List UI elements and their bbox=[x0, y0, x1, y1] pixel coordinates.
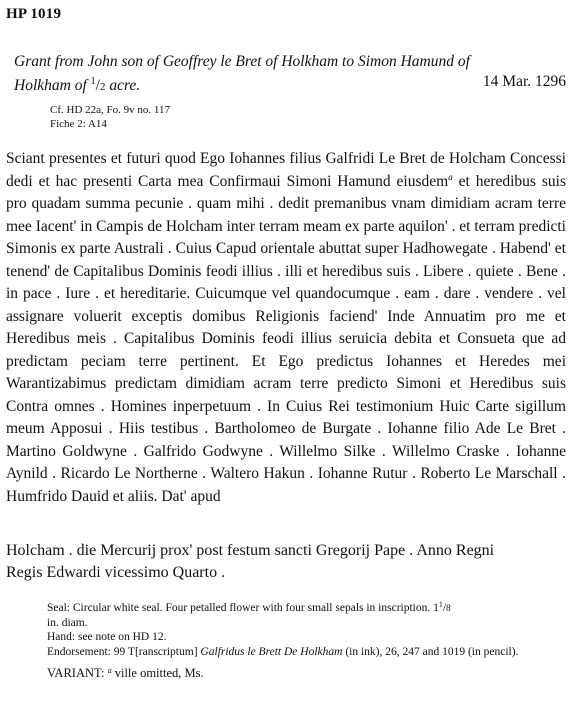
references bbox=[50, 103, 170, 131]
dating-line-2: Regis Edwardi vicessimo Quarto . bbox=[6, 564, 226, 581]
document-date: 14 Mar. 1296 bbox=[482, 73, 566, 90]
charter-text-part-2: et heredibus suis pro quadam summa pecunie . quam mihi . dedit premanibus vnam dimidiam acram terre mee Iacent' in Campis de Holcham inter terram meam ex parte aquilon' . et terram predicti Simonis ex parte Australi . Cuius Capud orientale abuttat super Hadhowegate . Habend' et tenend' de Capitalibus Dominis feodi illius . illi et heredibus suis . Libere . quiete . Bene . in pace . Iure . et hereditarie. Cuicumque vel quandocumque . eam . dare . vendere . vel assignare voluerit exceptis domibus Religionis faciend' Inde Annuatim pro me et Heredibus meis . Capitalibus Dominis feodi illius seruicia debita et Consueta que ad predictam peciam terre pertinent. Et Ego predictus Iohannes et Heredes mei Warantizabimus predictam dimidiam acram terre predicto Simoni et Heredibus suis Contra omnes . Homines inperpetuum . In Cuius Rei testimonium Huic Carte sigillum meum Apposui . Hiis testibus . Bartholomeo de Burgate . Iohanne filio Ade Le Bret . Martino Goldwyne . Galfrido Godwyne . Willelmo Silke . Willelmo Craske . Iohanne Aynild . Ricardo Le Northerne . Waltero Hakun . Iohanne Rutur . Roberto Le Marschall . Humfrido Dauid et aliis. Dat' apud bbox=[6, 172, 566, 505]
fraction-numerator: 1 bbox=[90, 76, 96, 87]
endorsement-note bbox=[47, 645, 567, 660]
document-header bbox=[14, 52, 566, 97]
fraction-denominator: 2 bbox=[99, 81, 106, 94]
document-id: HP 1019 bbox=[6, 6, 62, 22]
footnote-marker: a bbox=[448, 171, 453, 182]
title-line-1: Grant from John son of Geoffrey le Bret of Holkham to Simon Hamund of bbox=[14, 53, 470, 70]
variant-text: ville omitted, Ms. bbox=[111, 666, 204, 680]
endorsement-suffix: (in ink), 26, 247 and 1019 (in pencil). bbox=[342, 645, 519, 658]
dating-line-1: Holcham . die Mercurij prox' post festum sancti Gregorij Pape . Anno Regni bbox=[6, 542, 495, 559]
variant-note bbox=[47, 666, 567, 681]
seal-fraction-numerator: 1 bbox=[438, 600, 443, 609]
title-line-2-suffix: acre. bbox=[105, 77, 141, 95]
hand-note: Hand: see note on HD 12. bbox=[47, 631, 167, 643]
charter-text-part-1: Sciant presentes et futuri quod Ego Iohannes filius Galfridi Le Bret de Holcham Concessi dedi et hac presenti Carta mea Confirmaui Simoni Hamund eiusdem bbox=[6, 150, 566, 190]
title-line-2-prefix: Holkham of bbox=[14, 77, 91, 95]
seal-diameter: in. diam. bbox=[47, 616, 88, 629]
charter-text bbox=[6, 148, 566, 508]
charter-dating-clause bbox=[6, 540, 566, 584]
variant-label: VARIANT: bbox=[47, 666, 108, 680]
reference-fiche: Fiche 2: A14 bbox=[50, 118, 107, 130]
seal-text: Seal: Circular white seal. Four petalled flower with four small sepals in inscription. 1 bbox=[47, 602, 439, 614]
variant-marker: a bbox=[107, 666, 112, 675]
endorsement-italic: Galfridus le Brett De Holkham bbox=[200, 645, 343, 658]
seal-fraction-slash: / bbox=[442, 602, 447, 614]
reference-cf: Cf. HD 22a, Fo. 9v no. 117 bbox=[50, 104, 170, 116]
editorial-notes bbox=[47, 601, 567, 681]
endorsement-prefix: Endorsement: 99 T[ranscriptum] bbox=[47, 645, 201, 658]
fraction-slash: / bbox=[95, 77, 100, 95]
title-line-2 bbox=[14, 72, 140, 97]
title-line-2-row bbox=[14, 72, 566, 97]
seal-note bbox=[47, 601, 567, 630]
seal-fraction-denominator: 8 bbox=[446, 603, 451, 613]
